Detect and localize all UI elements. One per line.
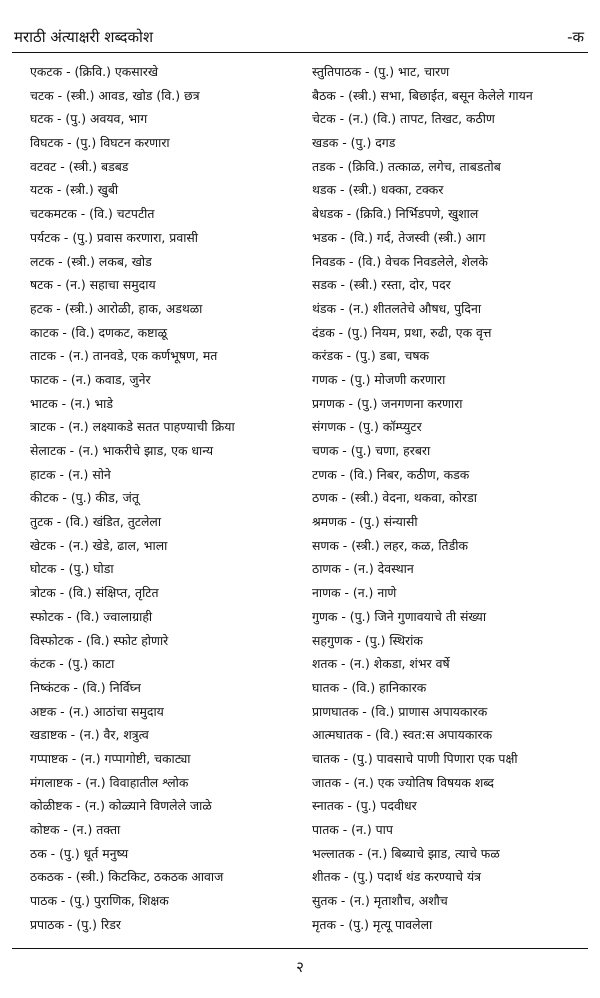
- dictionary-title: मराठी अंत्याक्षरी शब्दकोश: [14, 28, 154, 46]
- dictionary-entry: विघटक - (पु.) विघटन करणारा: [30, 135, 170, 151]
- dictionary-entry: ठकठक - (स्त्री.) किटकिट, ठकठक आवाज: [30, 869, 224, 885]
- page-header: [12, 26, 588, 53]
- dictionary-entry: गुणक - (पु.) जिने गुणावयाचे ती संख्या: [312, 608, 487, 624]
- dictionary-entry: चटक - (स्त्री.) आवड, खोड (वि.) छत्र: [30, 87, 200, 103]
- page-number: २: [296, 958, 304, 976]
- dictionary-entry: सणक - (स्त्री.) लहर, कळ, तिडीक: [312, 537, 468, 553]
- dictionary-entry: सहगुणक - (पु.) स्थिरांक: [312, 632, 423, 648]
- dictionary-entry: संगणक - (पु.) कॉम्प्युटर: [312, 419, 422, 435]
- dictionary-entry: घटक - (पु.) अवयव, भाग: [30, 111, 148, 127]
- dictionary-entry: घोटक - (पु.) घोडा: [30, 561, 114, 577]
- dictionary-entry: टणक - (वि.) निबर, कठीण, कडक: [312, 466, 470, 482]
- dictionary-entry: प्रपाठक - (पु.) रिडर: [30, 916, 121, 932]
- dictionary-entry: मंगलाष्टक - (न.) विवाहातील श्लोक: [30, 774, 189, 790]
- dictionary-entry: चटकमटक - (वि.) चटपटीत: [30, 206, 155, 222]
- dictionary-entry: घातक - (वि.) हानिकारक: [312, 679, 427, 695]
- dictionary-entry: सेलाटक - (न.) भाकरीचे झाड, एक धान्य: [30, 443, 214, 458]
- dictionary-entry: अष्टक - (न.) आठांचा समुदाय: [30, 703, 164, 719]
- dictionary-entry: नाणक - (न.) नाणे: [312, 585, 397, 601]
- dictionary-entry: हटक - (स्त्री.) आरोळी, हाक, अडथळा: [30, 300, 203, 316]
- dictionary-entry: निष्कंटक - (वि.) निर्विघ्न: [30, 679, 141, 695]
- dictionary-entry: निवडक - (वि.) वेचक निवडलेले, शेलके: [312, 253, 488, 269]
- dictionary-entry: चेटक - (न.) (वि.) तापट, तिखट, कठीण: [312, 111, 495, 127]
- dictionary-entry: हाटक - (न.) सोने: [30, 466, 111, 482]
- dictionary-entry: मृतक - (पु.) मृत्यू पावलेला: [312, 916, 433, 932]
- dictionary-entry: प्राणघातक - (वि.) प्राणास अपायकारक: [312, 703, 488, 719]
- dictionary-entry: षटक - (न.) सहाचा समुदाय: [30, 277, 156, 293]
- dictionary-entry: फाटक - (न.) कवाड, जुनेर: [30, 371, 151, 387]
- dictionary-entry: गप्पाष्टक - (न.) गप्पागोष्टी, चकाट्या: [30, 750, 191, 766]
- dictionary-entry: भाटक - (न.) भाडे: [30, 395, 113, 411]
- entry-columns: [0, 60, 600, 940]
- dictionary-entry: पर्यटक - (पु.) प्रवास करणारा, प्रवासी: [30, 229, 199, 245]
- dictionary-entry: कोष्टक - (न.) तक्ता: [30, 822, 121, 837]
- dictionary-entry: प्रगणक - (पु.) जनगणना करणारा: [312, 395, 463, 411]
- dictionary-entry: थडक - (स्त्री.) धक्का, टक्कर: [312, 182, 444, 198]
- dictionary-entry: कंटक - (पु.) काटा: [30, 656, 115, 672]
- dictionary-entry: काटक - (वि.) दणकट, कष्टाळू: [30, 324, 168, 340]
- dictionary-entry: जातक - (न.) एक ज्योतिष विषयक शब्द: [312, 774, 494, 790]
- dictionary-entry: भडक - (वि.) गर्द, तेजस्वी (स्त्री.) आग: [312, 229, 486, 245]
- dictionary-entry: कीटक - (पु.) कीड, जंतू: [30, 490, 139, 506]
- dictionary-entry: पातक - (न.) पाप: [312, 822, 393, 837]
- dictionary-entry: वटवट - (स्त्री.) बडबड: [30, 158, 129, 174]
- dictionary-entry: यटक - (स्त्री.) खुबी: [30, 182, 119, 198]
- left-column: [30, 60, 300, 936]
- dictionary-entry: स्नातक - (पु.) पदवीधर: [312, 798, 417, 814]
- dictionary-entry: सडक - (स्त्री.) रस्ता, दोर, पदर: [312, 277, 451, 293]
- dictionary-entry: पाठक - (पु.) पुराणिक, शिक्षक: [30, 893, 169, 909]
- dictionary-entry: ताटक - (न.) तानवडे, एक कर्णभूषण, मत: [30, 348, 218, 364]
- dictionary-entry: चणक - (पु.) चणा, हरबरा: [312, 443, 431, 458]
- dictionary-entry: चातक - (पु.) पावसाचे पाणी पिणारा एक पक्षी: [312, 750, 518, 766]
- dictionary-entry: ठाणक - (न.) देवस्थान: [312, 561, 414, 577]
- dictionary-entry: थंडक - (न.) शीतलतेचे औषध, पुदिना: [312, 300, 482, 316]
- dictionary-entry: करंडक - (पु.) डबा, चषक: [312, 348, 429, 364]
- dictionary-entry: स्फोटक - (वि.) ज्वालाग्राही: [30, 608, 153, 624]
- dictionary-entry: ठक - (पु.) धूर्त मनुष्य: [30, 845, 129, 861]
- dictionary-entry: स्तुतिपाठक - (पु.) भाट, चारण: [312, 64, 450, 79]
- dictionary-entry: त्राटक - (न.) लक्ष्याकडे सतत पाहण्याची क्रिया: [30, 419, 235, 435]
- dictionary-entry: त्रोटक - (वि.) संक्षिप्त, तृटित: [30, 585, 159, 601]
- dictionary-entry: दंडक - (पु.) नियम, प्रथा, रुढी, एक वृत्त: [312, 324, 492, 340]
- dictionary-entry: गणक - (पु.) मोजणी करणारा: [312, 371, 446, 387]
- dictionary-entry: सुतक - (न.) मृताशौच, अशौच: [312, 893, 448, 909]
- footer-rule: [12, 948, 588, 949]
- dictionary-entry: लटक - (स्त्री.) लकब, खोड: [30, 253, 152, 269]
- section-letter: -क: [567, 28, 584, 46]
- dictionary-entry: खडाष्टक - (न.) वैर, शत्रुत्व: [30, 727, 149, 743]
- dictionary-entry: ठणक - (स्त्री.) वेदना, थकवा, कोरडा: [312, 490, 477, 506]
- dictionary-entry: बेधडक - (क्रिवि.) निर्भिडपणे, खुशाल: [312, 206, 479, 222]
- dictionary-entry: कोळीष्टक - (न.) कोळ्याने विणलेले जाळे: [30, 798, 212, 814]
- dictionary-entry: तडक - (क्रिवि.) तत्काळ, लगेच, ताबडतोब: [312, 158, 501, 174]
- dictionary-entry: बैठक - (स्त्री.) सभा, बिछाईत, बसून केलेले गायन: [312, 87, 533, 103]
- dictionary-entry: भल्लातक - (न.) बिब्याचे झाड, त्याचे फळ: [312, 845, 500, 861]
- right-column: [312, 60, 596, 936]
- dictionary-entry: खेटक - (न.) खेडे, ढाल, भाला: [30, 537, 168, 553]
- dictionary-entry: श्रमणक - (पु.) संन्यासी: [312, 514, 418, 530]
- dictionary-entry: विस्फोटक - (वि.) स्फोट होणारे: [30, 632, 169, 648]
- dictionary-entry: शतक - (न.) शेकडा, शंभर वर्षे: [312, 656, 450, 672]
- dictionary-entry: एकटक - (क्रिवि.) एकसारखे: [30, 64, 159, 79]
- dictionary-entry: शीतक - (पु.) पदार्थ थंड करण्याचे यंत्र: [312, 869, 482, 885]
- dictionary-entry: आत्मघातक - (वि.) स्वत:स अपायकारक: [312, 727, 493, 743]
- dictionary-entry: तुटक - (वि.) खंडित, तुटलेला: [30, 514, 162, 530]
- dictionary-entry: खडक - (पु.) दगड: [312, 135, 396, 151]
